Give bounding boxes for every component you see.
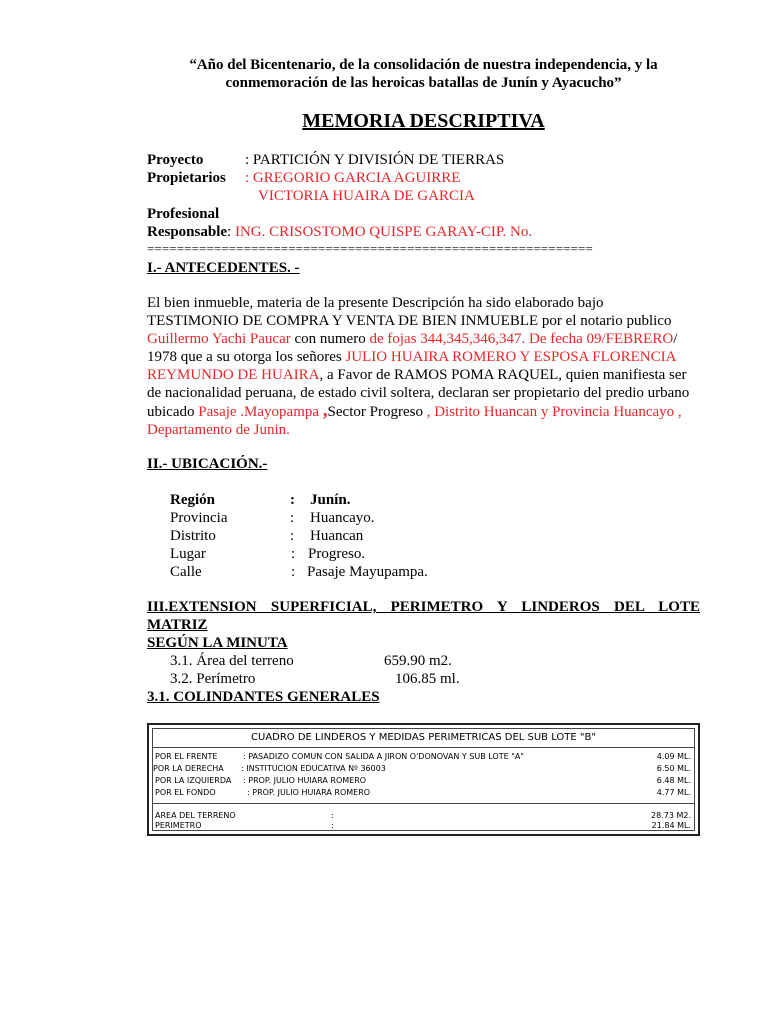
ubicacion-value-region: Junín. [310, 492, 351, 508]
ubicacion-value-calle: Pasaje Mayupampa. [307, 564, 428, 580]
area-label: 3.1. Área del terreno [170, 653, 294, 669]
table-row-value: 6.48 ML. [656, 776, 691, 785]
seller-surname: REYMUNDO DE HUAIRA [147, 367, 320, 383]
responsable-label: Responsable [147, 224, 228, 240]
antecedentes-text: / [673, 331, 678, 347]
propietarios-value-1: : GREGORIO GARCIA AGUIRRE [245, 170, 461, 186]
ubicacion-label-provincia: Provincia [170, 510, 228, 526]
segun-minuta-heading: SEGÚN LA MINUTA [147, 635, 288, 651]
antecedentes-text: 1978 que a su otorga los señores [147, 349, 346, 365]
address-comma: , [322, 400, 328, 421]
header-motto-line1: “Año del Bicentenario, de la consolidación de nuestra independencia, y la [189, 57, 658, 73]
ubicacion-colon: : [290, 492, 295, 508]
antecedentes-line-2: TESTIMONIO DE COMPRA Y VENTA DE BIEN INMUEBLE por el notario publico [147, 313, 672, 329]
antecedentes-line-8: Departamento de Junin. [147, 422, 290, 438]
extension-heading: III.EXTENSION SUPERFICIAL, PERIMETRO Y LINDEROS DEL LOTE [147, 599, 700, 615]
antecedentes-text: , a Favor de RAMOS POMA RAQUEL, quien manifiesta ser [319, 367, 687, 383]
table-row-label: POR EL FONDO [155, 788, 216, 797]
ubicacion-value-distrito: Huancan [310, 528, 364, 544]
ubicacion-heading: II.- UBICACIÓN.- [147, 456, 268, 472]
address-district: , Distrito Huancan y Provincia Huancayo , [426, 404, 682, 420]
table-divider [153, 747, 694, 748]
perimetro-value: 106.85 ml. [395, 671, 460, 687]
propietarios-label: Propietarios [147, 170, 226, 186]
proyecto-label: Proyecto [147, 152, 204, 168]
propietarios-value-2: VICTORIA HUAIRA DE GARCIA [258, 188, 475, 204]
sellers-names: JULIO HUAIRA ROMERO Y ESPOSA FLORENCIA [345, 349, 677, 365]
antecedentes-line-3 [147, 330, 703, 348]
ubicacion-label-lugar: Lugar [170, 546, 206, 562]
extension-heading-line2: MATRIZ [147, 617, 208, 633]
responsable-line [147, 223, 532, 241]
notary-name: Guillermo Yachi Paucar [147, 331, 291, 347]
table-row-value: 4.77 ML. [656, 788, 691, 797]
table-divider [153, 803, 694, 804]
antecedentes-line-1: El bien inmueble, materia de la presente Descripción ha sido elaborado bajo [147, 295, 604, 311]
ubicacion-value-lugar: Progreso. [308, 546, 366, 562]
proyecto-value: : PARTICIÓN Y DIVISIÓN DE TIERRAS [245, 152, 505, 168]
table-row-desc: : INSTITUCION EDUCATIVA Nº 36003 [241, 764, 386, 773]
ubicacion-colon: : [290, 510, 295, 526]
table-row-value: 6.50 ML. [656, 764, 691, 773]
ubicacion-colon: : [291, 564, 296, 580]
header-motto-line2: conmemoración de las heroicas batallas de Junín y Ayacucho” [225, 75, 622, 91]
profesional-label: Profesional [147, 206, 220, 222]
fojas-date: de fojas 344,345,346,347. De fecha 09/FEBRERO [369, 331, 674, 347]
ubicacion-colon: : [291, 546, 296, 562]
ubicacion-label-region: Región [170, 492, 215, 508]
responsable-value: ING. CRISOSTOMO QUISPE GARAY-CIP. No. [231, 224, 533, 240]
table-total-colon: : [331, 821, 334, 830]
antecedentes-line-4 [147, 348, 703, 366]
antecedentes-line-6: de nacionalidad peruana, de estado civil soltera, declaran ser propietario del predio urbano [147, 385, 690, 401]
antecedentes-line-5 [147, 366, 703, 384]
table-total-label: PERIMETRO [155, 821, 202, 830]
page-title: MEMORIA DESCRIPTIVA [302, 110, 545, 132]
table-total-value: 21.84 ML. [651, 821, 691, 830]
linderos-table-inner [152, 728, 695, 831]
table-row-label: POR LA DERECHA [153, 764, 224, 773]
responsable-colon: : [227, 224, 232, 240]
ubicacion-value-provincia: Huancayo. [310, 510, 375, 526]
table-row-label: POR LA IZQUIERDA [155, 776, 232, 785]
antecedentes-heading: I.- ANTECEDENTES. - [147, 260, 300, 276]
colindantes-heading: 3.1. COLINDANTES GENERALES [147, 689, 380, 705]
linderos-table [147, 723, 700, 836]
area-value: 659.90 m2. [384, 653, 452, 669]
antecedentes-text: con numero [290, 331, 370, 347]
table-row-desc: : PROP. JULIO HUIARA ROMERO [247, 788, 371, 797]
header-motto [147, 56, 700, 92]
ubicacion-label-distrito: Distrito [170, 528, 216, 544]
table-row-label: POR EL FRENTE [155, 752, 218, 761]
ubicacion-label-calle: Calle [170, 564, 202, 580]
table-total-colon: : [331, 811, 334, 820]
table-row-value: 4.09 ML. [656, 752, 691, 761]
table-total-label: AREA DEL TERRENO [155, 811, 236, 820]
table-total-value: 28.73 M2. [651, 811, 691, 820]
perimetro-label: 3.2. Perímetro [170, 671, 256, 687]
antecedentes-line-7 [147, 402, 703, 421]
table-row-desc: : PROP. JULIO HUIARA ROMERO [243, 776, 367, 785]
antecedentes-paragraph [147, 294, 703, 439]
antecedentes-text: Sector Progreso [327, 404, 427, 420]
table-row-desc: : PASADIZO COMUN CON SALIDA A JIRON O'DONOVAN Y SUB LOTE "A" [243, 752, 525, 761]
linderos-table-caption: CUADRO DE LINDEROS Y MEDIDAS PERIMETRICAS DEL SUB LOTE "B" [251, 732, 596, 743]
ubicacion-colon: : [290, 528, 295, 544]
address-pasaje: Pasaje .Mayopampa [198, 404, 323, 420]
antecedentes-text: ubicado [147, 404, 199, 420]
separator-line: ============================================================ [147, 241, 593, 256]
